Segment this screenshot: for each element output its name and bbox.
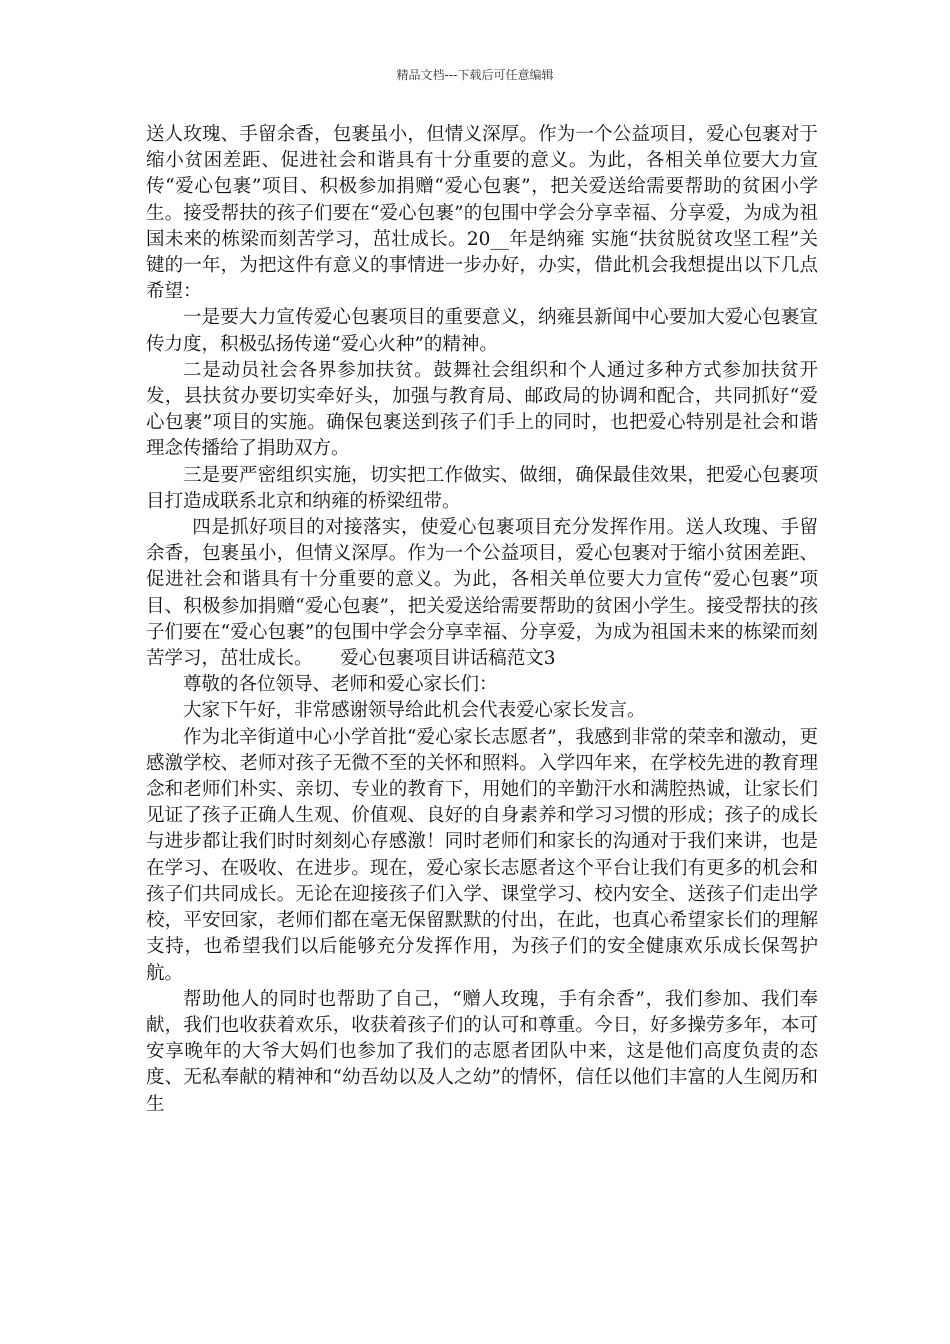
paragraph-point-one: 一是要大力宣传爱心包裹项目的重要意义，纳雍县新闻中心要加大爱心包裹宣传力度，积极弘扬传递“爱心火种”的精神。 xyxy=(146,307,818,355)
page-header: 精品文档---下载后可任意编辑 xyxy=(396,68,554,82)
paragraph-point-two: 二是动员社会各界参加扶贫。鼓舞社会组织和个人通过多种方式参加扶贫开发，县扶贫办要切实牵好头，加强与教育局、邮政局的协调和配合，共同抓好“爱心包裹”项目的实施。确保包裹送到孩子们手上的同时，也把爱心特别是社会和谐理念传播给了捐助双方。 xyxy=(146,359,818,460)
paragraph-intro: 送人玫瑰、手留余香，包裹虽小，但情义深厚。作为一个公益项目，爱心包裹对于缩小贫困差距、促进社会和谐具有十分重要的意义。为此，各相关单位要大力宣传“爱心包裹”项目、积极参加捐赠“爱心包裹”，把关爱送给需要帮助的贫困小学生。接受帮扶的孩子们要在“爱心包裹”的包围中学会分享幸福、分享爱，为成为祖国未来的栋梁而刻苦学习，茁壮成长。20__年是纳雍 实施“扶贫脱贫攻坚工程”关键的一年，为把这件有意义的事情进一步办好，办实，借此机会我想提出以下几点希望： xyxy=(146,124,818,303)
paragraph-salutation: 尊敬的各位领导、老师和爱心家长们： xyxy=(183,674,498,696)
paragraph-point-three: 三是要严密组织实施，切实把工作做实、做细，确保最佳效果，把爱心包裹项目打造成联系北京和纳雍的桥梁纽带。 xyxy=(146,464,818,512)
paragraph-helping-others: 帮助他人的同时也帮助了自己，“赠人玫瑰，手有余香”，我们参加、我们奉献，我们也收获着欢乐，收获着孩子们的认可和尊重。今日，好多操劳多年，本可安享晚年的大爷大妈们也参加了我们的志愿者团队中来，这是他们高度负责的态度、无私奉献的精神和“幼吾幼以及人之幼”的情怀，信任以他们丰富的人生阅历和生 xyxy=(146,988,818,1115)
paragraph-volunteer: 作为北辛街道中心小学首批“爱心家长志愿者”，我感到非常的荣幸和激动，更感激学校、老师对孩子无微不至的关怀和照料。入学四年来，在学校先进的教育理念和老师们朴实、亲切、专业的教育下，用她们的辛勤汗水和满腔热诚，让家长们见证了孩子正确人生观、价值观、良好的自身素养和学习习惯的形成；孩子的成长与进步都让我们时时刻刻心存感激！同时老师们和家长的沟通对于我们来讲，也是在学习、在吸收、在进步。现在，爱心家长志愿者这个平台让我们有更多的机会和孩子们共同成长。无论在迎接孩子们入学、课堂学习、校内安全、送孩子们走出学校，平安回家，老师们都在毫无保留默默的付出，在此，也真心希望家长们的理解支持，也希望我们以后能够充分发挥作用，为孩子们的安全健康欢乐成长保驾护航。 xyxy=(146,726,818,984)
paragraph-point-four: 四是抓好项目的对接落实，使爱心包裹项目充分发挥作用。送人玫瑰、手留余香，包裹虽小，但情义深厚。作为一个公益项目，爱心包裹对于缩小贫困差距、促进社会和谐具有十分重要的意义。为此，各相关单位要大力宣传“爱心包裹”项目、积极参加捐赠“爱心包裹”，把关爱送给需要帮助的贫困小学生。接受帮扶的孩子们要在“爱心包裹”的包围中学会分享幸福、分享爱，为成为祖国未来的栋梁而刻苦学习，茁壮成长。 爱心包裹项目讲话稿范文3 xyxy=(146,517,818,670)
paragraph-greeting: 大家下午好，非常感谢领导给此机会代表爱心家长发言。 xyxy=(183,700,646,722)
document-body xyxy=(146,122,818,1118)
